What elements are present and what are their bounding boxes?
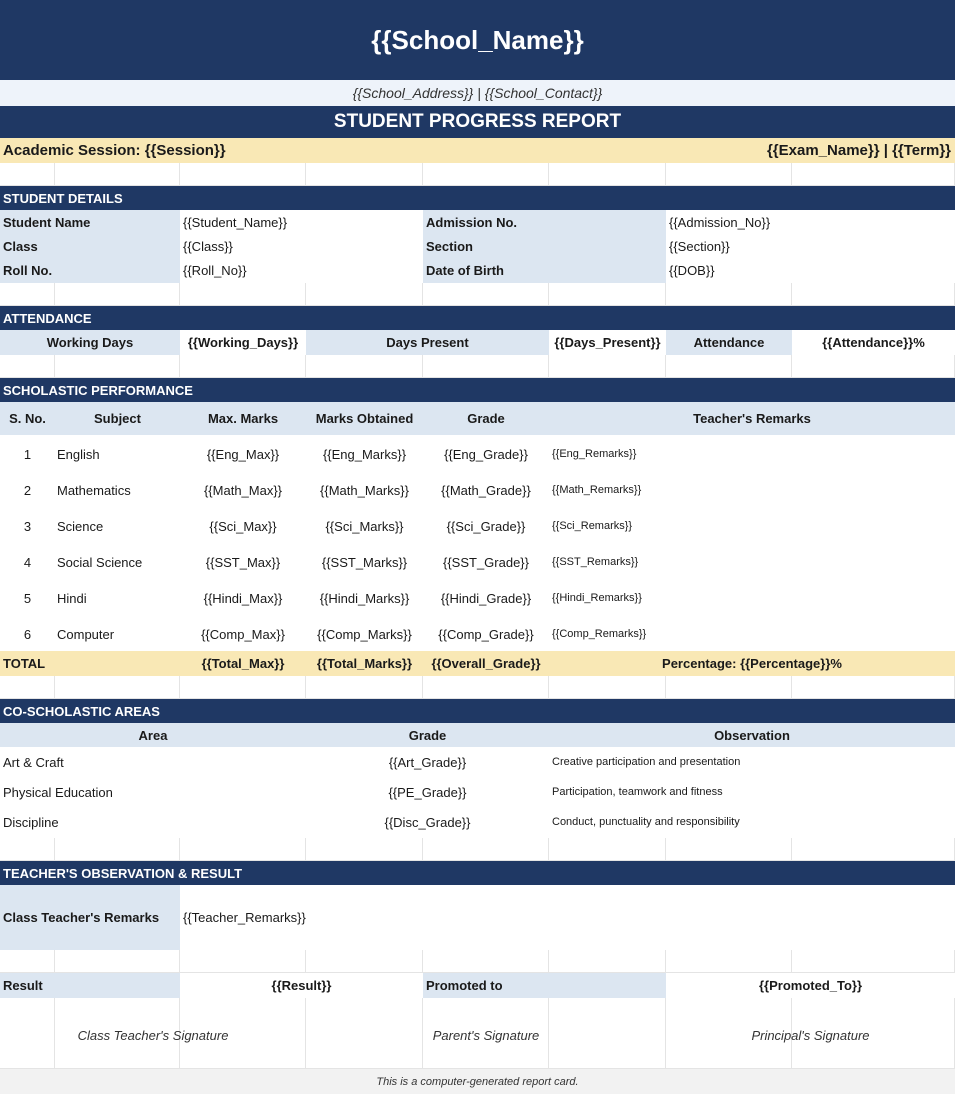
signature-row xyxy=(0,998,955,1069)
detail-value: {{Admission_No}} xyxy=(669,214,771,230)
observation-cell: Participation, teamwork and fitness xyxy=(552,786,723,798)
parent-signature: Parent's Signature xyxy=(432,1027,540,1043)
max-marks-cell: {{Eng_Max}} xyxy=(206,446,280,462)
grade-cell: {{Sci_Grade}} xyxy=(446,518,526,534)
observation-cell: Conduct, punctuality and responsibility xyxy=(552,816,740,828)
co-scholastic-column-headers xyxy=(0,723,955,747)
detail-row xyxy=(0,234,955,258)
remarks-cell: {{Sci_Remarks}} xyxy=(552,520,633,532)
sno-cell: 4 xyxy=(23,554,32,570)
total-marks: {{Total_Marks}} xyxy=(316,656,413,671)
footer-bar xyxy=(0,1069,955,1094)
remarks-cell: {{Hindi_Remarks}} xyxy=(552,592,642,604)
teacher-remarks-row xyxy=(0,885,955,950)
column-header: Max. Marks xyxy=(207,411,279,426)
attendance-header xyxy=(0,306,955,330)
teacher-remarks-label: Class Teacher's Remarks xyxy=(0,885,180,950)
scholastic-header xyxy=(0,378,955,402)
percentage: Percentage: {{Percentage}}% xyxy=(662,656,842,671)
section-title: TEACHER'S OBSERVATION & RESULT xyxy=(3,865,243,881)
academic-session: Academic Session: {{Session}} xyxy=(3,142,226,159)
address-bar xyxy=(0,80,955,106)
co-scholastic-header xyxy=(0,699,955,723)
detail-label: Date of Birth xyxy=(423,258,666,283)
session-bar xyxy=(0,138,955,163)
detail-value: {{DOB}} xyxy=(669,263,715,278)
spacer-row xyxy=(0,950,955,973)
table-row xyxy=(0,509,955,543)
report-title: STUDENT PROGRESS REPORT xyxy=(333,111,622,132)
section-title: SCHOLASTIC PERFORMANCE xyxy=(3,382,193,398)
column-header: Marks Obtained xyxy=(315,411,414,426)
max-marks-cell: {{Comp_Max}} xyxy=(201,626,285,642)
grade-cell: {{Disc_Grade}} xyxy=(384,814,471,830)
working-days-label: Working Days xyxy=(0,330,180,355)
marks-obtained-cell: {{Comp_Marks}} xyxy=(317,626,412,642)
section-title: CO-SCHOLASTIC AREAS xyxy=(3,703,160,719)
subject-cell: English xyxy=(57,446,100,462)
grade-cell: {{Math_Grade}} xyxy=(441,482,531,498)
max-marks-cell: {{Hindi_Max}} xyxy=(203,590,283,606)
column-header: Grade xyxy=(467,411,505,426)
total-label: TOTAL xyxy=(3,656,46,671)
total-max: {{Total_Max}} xyxy=(201,656,285,671)
total-row xyxy=(0,651,955,676)
sno-cell: 3 xyxy=(23,518,32,534)
detail-label: Class xyxy=(0,234,180,258)
grade-cell: {{Comp_Grade}} xyxy=(438,626,534,642)
spacer-row xyxy=(0,838,955,861)
detail-row xyxy=(0,210,955,234)
class-teacher-signature: Class Teacher's Signature xyxy=(77,1027,229,1043)
sno-cell: 5 xyxy=(23,590,32,606)
result-label: Result xyxy=(0,973,180,998)
marks-obtained-cell: {{Eng_Marks}} xyxy=(322,446,407,462)
column-header: Subject xyxy=(94,411,141,426)
observation-cell: Creative participation and presentation xyxy=(552,756,741,768)
footer-note: This is a computer-generated report card. xyxy=(376,1075,579,1088)
detail-value: {{Student_Name}} xyxy=(183,214,288,230)
days-present-value: {{Days_Present}} xyxy=(554,335,661,350)
attendance-label: Attendance xyxy=(666,330,792,355)
marks-obtained-cell: {{Sci_Marks}} xyxy=(325,518,404,534)
attendance-value: {{Attendance}}% xyxy=(822,335,925,350)
sno-cell: 6 xyxy=(23,626,32,642)
column-header: S. No. xyxy=(9,411,46,426)
max-marks-cell: {{Sci_Max}} xyxy=(209,518,277,534)
sno-cell: 2 xyxy=(23,482,32,498)
table-row xyxy=(0,778,955,806)
marks-obtained-cell: {{SST_Marks}} xyxy=(321,554,408,570)
grade-cell: {{Hindi_Grade}} xyxy=(440,590,532,606)
area-cell: Art & Craft xyxy=(3,754,64,770)
working-days-value: {{Working_Days}} xyxy=(187,335,299,350)
table-row xyxy=(0,748,955,776)
grade-cell: {{Art_Grade}} xyxy=(388,754,467,770)
grade-cell: {{SST_Grade}} xyxy=(442,554,529,570)
subject-cell: Hindi xyxy=(57,590,87,606)
result-row xyxy=(0,973,955,998)
marks-obtained-cell: {{Math_Marks}} xyxy=(320,482,409,498)
subject-cell: Mathematics xyxy=(57,482,131,498)
remarks-cell: {{Math_Remarks}} xyxy=(552,484,642,496)
school-name: {{School_Name}} xyxy=(371,24,584,55)
max-marks-cell: {{Math_Max}} xyxy=(203,482,283,498)
teacher-remarks-value: {{Teacher_Remarks}} xyxy=(183,910,306,925)
detail-value: {{Class}} xyxy=(183,238,233,254)
remarks-cell: {{Comp_Remarks}} xyxy=(552,628,647,640)
spacer-row xyxy=(0,355,955,378)
column-header: Area xyxy=(138,727,168,743)
table-row xyxy=(0,473,955,507)
report-title-bar xyxy=(0,106,955,138)
column-header: Observation xyxy=(714,727,790,743)
school-address: {{School_Address}} | {{School_Contact}} xyxy=(352,85,603,101)
sno-cell: 1 xyxy=(23,446,32,462)
spacer-row xyxy=(0,163,955,186)
column-header: Teacher's Remarks xyxy=(693,411,811,426)
detail-label: Roll No. xyxy=(0,258,180,283)
exam-term: {{Exam_Name}} | {{Term}} xyxy=(766,142,951,159)
area-cell: Discipline xyxy=(3,814,59,830)
spacer-row xyxy=(0,676,955,699)
attendance-row xyxy=(0,330,955,355)
detail-label: Student Name xyxy=(0,210,180,234)
promoted-value: {{Promoted_To}} xyxy=(758,978,863,993)
table-row xyxy=(0,545,955,579)
section-title: ATTENDANCE xyxy=(3,310,92,326)
result-value: {{Result}} xyxy=(271,978,332,993)
detail-label: Section xyxy=(423,234,666,258)
table-row xyxy=(0,437,955,471)
promoted-label: Promoted to xyxy=(423,973,666,998)
days-present-label: Days Present xyxy=(306,330,549,355)
spacer-row xyxy=(0,283,955,306)
subject-cell: Science xyxy=(57,518,104,534)
subject-cell: Social Science xyxy=(57,554,143,570)
grade-cell: {{Eng_Grade}} xyxy=(444,446,528,462)
subject-cell: Computer xyxy=(57,626,115,642)
column-header: Grade xyxy=(408,727,447,743)
detail-row xyxy=(0,258,955,283)
section-title: STUDENT DETAILS xyxy=(3,190,123,206)
detail-value: {{Roll_No}} xyxy=(183,263,247,278)
table-row xyxy=(0,808,955,836)
remarks-cell: {{SST_Remarks}} xyxy=(552,556,639,568)
table-row xyxy=(0,581,955,615)
max-marks-cell: {{SST_Max}} xyxy=(205,554,281,570)
remarks-cell: {{Eng_Remarks}} xyxy=(552,448,637,460)
grade-cell: {{PE_Grade}} xyxy=(388,784,467,800)
student-details-header xyxy=(0,186,955,210)
scholastic-column-headers xyxy=(0,402,955,435)
overall-grade: {{Overall_Grade}} xyxy=(431,656,541,671)
detail-label: Admission No. xyxy=(423,210,666,234)
detail-value: {{Section}} xyxy=(669,238,730,254)
principal-signature: Principal's Signature xyxy=(751,1027,870,1043)
area-cell: Physical Education xyxy=(3,784,113,800)
result-section-header xyxy=(0,861,955,885)
school-name-banner xyxy=(0,0,955,80)
marks-obtained-cell: {{Hindi_Marks}} xyxy=(319,590,410,606)
table-row xyxy=(0,617,955,651)
